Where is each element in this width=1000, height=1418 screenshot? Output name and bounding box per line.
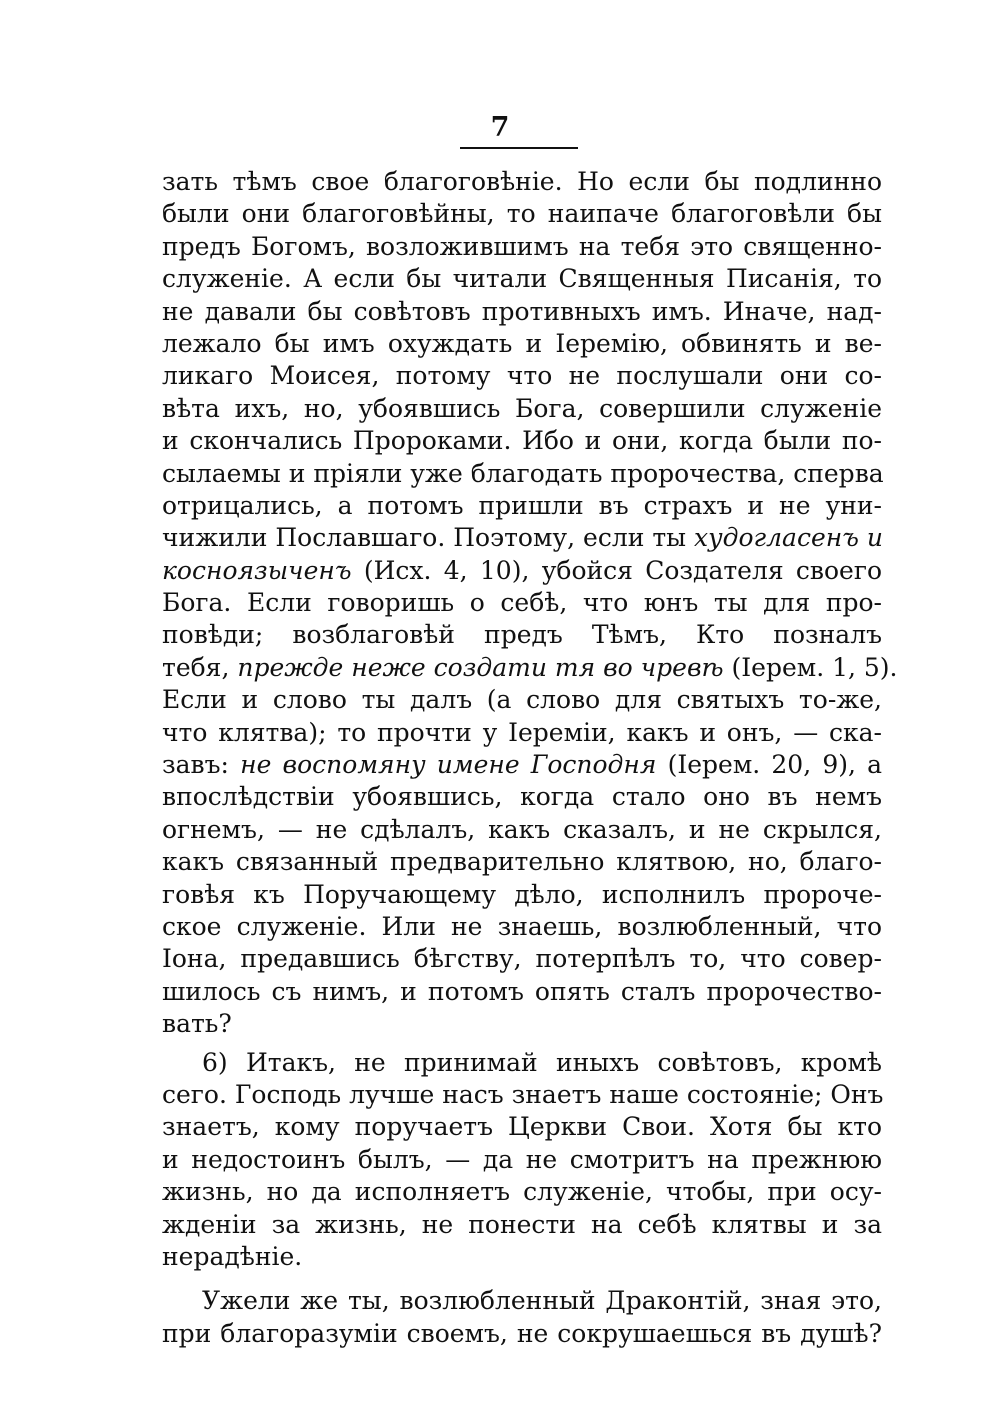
italic-quote: косноязыченъ [162,555,352,585]
text-line: вѣта ихъ, но, убоявшись Бога, совершили служеніе [162,393,882,423]
text-line: зать тѣмъ свое благоговѣніе. Но если бы подлинно [162,167,882,196]
text-line: Іона, предавшись бѣгству, потерпѣлъ то, что совер- [162,944,882,974]
text-line: говѣя къ Поручающему дѣло, исполнилъ пророче- [162,879,882,909]
page-number-rule [460,147,578,149]
text-segment: (Исх. 4, 10), убойся Создателя своего [351,555,882,585]
text-line [162,555,882,587]
text-line: и недостоинъ былъ, — да не смотритъ на прежнюю [162,1144,882,1174]
text-line [162,522,882,554]
text-line: лежало бы имъ охуждать и Іеремію, обвинять и ве- [162,328,882,358]
text-line: повѣди; возблаговѣй предъ Тѣмъ, Кто позналъ [162,620,882,650]
body-text [162,166,898,1350]
text-line: и скончались Пророками. Ибо и они, когда были по- [162,426,882,456]
text-line: Если и слово ты далъ (а слово для святыхъ то-же, [162,685,882,715]
text-line: были они благоговѣйны, то наипаче благоговѣли бы [162,199,882,229]
text-segment: (Іерем. 20, 9), а [656,750,882,780]
text-line: отрицались, а потомъ пришли въ страхъ и не уни- [162,490,882,520]
paragraph-1 [162,166,898,1041]
paragraph-3 [162,1285,882,1350]
page-number: 7 [490,112,510,143]
text-line: ское служеніе. Или не знаешь, возлюбленный, что [162,911,882,941]
text-line: сего. Господь лучше насъ знаетъ наше состояніе; Онъ [162,1079,884,1109]
paragraph-2 [162,1047,882,1274]
text-line [162,652,898,684]
text-line: жизнь, но да исполняетъ служеніе, чтобы, при осу- [162,1177,882,1207]
text-line: ликаго Моисея, потому что не послушали они со- [162,361,882,391]
text-line: шилось съ нимъ, и потомъ опять сталъ пророчество- [162,976,882,1006]
text-segment: (Іерем. 1, 5). [723,652,898,682]
italic-quote: прежде неже создати тя во чревѣ [237,652,724,682]
text-segment: чижили Пославшаго. Поэтому, если ты [162,523,694,553]
text-line: 6) Итакъ, не принимай иныхъ совѣтовъ, кромѣ [202,1047,882,1077]
text-line: что клятва); то прочти у Іереміи, какъ и онъ, — ска- [162,717,882,747]
italic-quote: не воспомяну имене Господня [240,750,657,780]
text-line: знаетъ, кому поручаетъ Церкви Свои. Хотя бы кто [162,1112,882,1142]
text-line: жденіи за жизнь, не понести на себѣ клятвы и за [162,1209,882,1239]
text-line: впослѣдствіи убоявшись, когда стало оно въ немъ [162,782,882,812]
text-line: не давали бы совѣтовъ противныхъ имъ. Иначе, над- [162,296,882,326]
text-line: какъ связанный предварительно клятвою, но, благо- [162,847,882,877]
text-line: предъ Богомъ, возложившимъ на тебя это священно- [162,231,882,261]
text-line: сылаемы и пріяли уже благодать пророчества, сперва [162,458,884,488]
text-segment: завъ: [162,750,241,780]
text-line: огнемъ, — не сдѣлалъ, какъ сказалъ, и не скрылся, [162,814,882,844]
text-segment: тебя, [162,652,238,682]
text-line: Ужели же ты, возлюбленный Драконтій, зная это, [202,1286,882,1316]
text-line: служеніе. А если бы читали Священныя Писанія, то [162,264,882,294]
text-line: Бога. Если говоришь о себѣ, что юнъ ты для про- [162,588,882,618]
italic-quote: худогласенъ и [694,523,883,553]
text-line: нерадѣніе. [162,1241,303,1271]
text-line [162,749,882,781]
text-line: при благоразуміи своемъ, не сокрушаешься въ душѣ? [162,1318,882,1348]
text-line: вать? [162,1009,232,1039]
